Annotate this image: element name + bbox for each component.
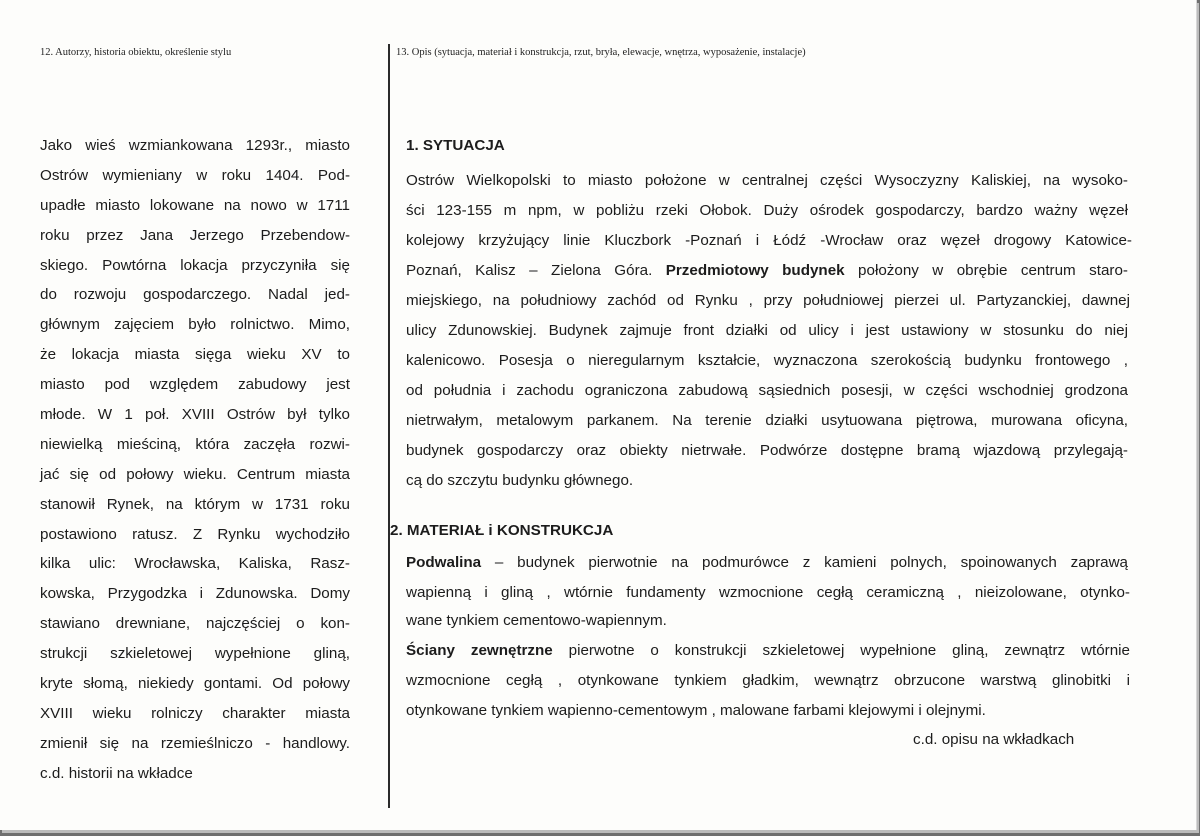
history-line: że lokacja miasta sięga wieku XV to (40, 346, 350, 364)
sciany-line: wzmocnione cegłą , otynkowane tynkiem gładkim, wewnątrz obrzucone warstwą glinobitki i (406, 672, 1130, 689)
history-line: jać się od połowy wieku. Centrum miasta (40, 465, 350, 483)
sytuacja-line: kalenicowo. Posesja o nieregularnym kształcie, wyznaczona szerokością budynku frontowego , (406, 352, 1128, 369)
history-line: głównym zajęciem było rolnictwo. Mimo, (40, 316, 350, 334)
history-line: upadłe miasto lokowane na nowo w 1711 (40, 196, 350, 214)
podwalina-line: wapienną i gliną , wtórnie fundamenty wzmocnione cegłą ceramiczną , nieizolowane, otynko- (406, 584, 1130, 601)
sciany-label: Ściany zewnętrzne (406, 642, 553, 659)
sytuacja-line: ulicy Zdunowskiej. Budynek zajmuje front działki od ulicy i jest ustawiony w stosunku do niej (406, 322, 1128, 339)
history-line: stawiano drewniane, najczęściej o kon- (40, 615, 350, 633)
history-line: kowska, Przygodzka i Zdunowska. Domy (40, 585, 350, 603)
sytuacja-line: nietrwałym, metalowym parkanem. Na terenie działki usytuowana piętrowa, murowana oficyna, (406, 412, 1128, 429)
history-line: Jako wieś wzmiankowana 1293r., miasto (40, 137, 350, 154)
sytuacja-line: cą do szczytu budynku głównego. (406, 472, 634, 489)
podwalina-line: Podwalina – budynek pierwotnie na podmurówce z kamieni polnych, spoinowanych zaprawą (406, 554, 1128, 571)
history-line: młode. W 1 poł. XVIII Ostrów był tylko (40, 406, 350, 424)
history-continued: c.d. historii na wkładce (40, 764, 193, 782)
przedmiotowy-budynek-bold: Przedmiotowy budynek (665, 262, 845, 279)
header-left: 12. Autorzy, historia obiektu, określenie stylu (40, 47, 232, 58)
history-line: kilka ulic: Wrocławska, Kaliska, Rasz- (40, 555, 350, 573)
history-line: roku przez Jana Jerzego Przebendow- (40, 226, 350, 244)
history-line: stanowił Rynek, na którym w 1731 roku (40, 495, 350, 513)
section-material-heading: 2. MATERIAŁ i KONSTRUKCJA (390, 522, 614, 539)
sytuacja-line: budynek gospodarczy oraz obiekty nietrwałe. Podwórze dostępne bramą wjazdową przylegają- (406, 442, 1128, 459)
sciany-line: otynkowane tynkiem wapienno-cementowym , malowane farbami klejowymi i olejnymi. (406, 702, 986, 719)
sytuacja-line: Poznań, Kalisz – Zielona Góra. Przedmiotowy budynek położony w obrębie centrum staro- (406, 262, 1128, 279)
history-text (40, 131, 350, 789)
history-line: zmienił się na rzemieślniczo - handlowy. (40, 734, 350, 752)
history-line: do rozwoju gospodarczego. Nadal jed- (40, 286, 350, 304)
history-line: niewielką mieściną, która zaczęła rozwi- (40, 435, 350, 453)
history-line: postawiono ratusz. Z Rynku wychodziło (40, 525, 350, 543)
sciany-line: Ściany zewnętrzne pierwotne o konstrukcji szkieletowej wypełnione gliną, zewnątrz wtórnie (406, 642, 1130, 659)
section-sytuacja-heading: 1. SYTUACJA (406, 137, 505, 154)
header-right: 13. Opis (sytuacja, materiał i konstrukcja, rzut, bryła, elewacje, wnętrza, wyposażenie, instalacje) (396, 47, 806, 58)
continued-note: c.d. opisu na wkładkach (913, 731, 1075, 748)
history-line: skiego. Powtórna lokacja przyczyniła się (40, 256, 350, 274)
sytuacja-line: ści 123-155 m npm, w pobliżu rzeki Ołobok. Duży ośrodek gospodarczy, bardzo ważny węzeł (406, 202, 1128, 219)
column-divider (388, 44, 390, 808)
history-line: XVIII wieku rolniczy charakter miasta (40, 704, 350, 722)
sytuacja-line: kolejowy krzyżujący linie Kluczbork -Poznań i Łódź -Wrocław oraz węzeł drogowy Katowice- (406, 232, 1132, 249)
history-line: Ostrów wymieniany w roku 1404. Pod- (40, 166, 350, 184)
history-line: miasto pod względem zabudowy jest (40, 376, 350, 394)
podwalina-line: wane tynkiem cementowo-wapiennym. (406, 612, 667, 629)
sytuacja-line: miejskiego, na południowy zachód od Rynku , przy południowej pierzei ul. Partyzanckiej, dawnej (406, 292, 1130, 309)
history-line: kryte słomą, niekiedy gontami. Od połowy (40, 675, 350, 693)
sytuacja-line: Ostrów Wielkopolski to miasto położone w centralnej części Wysoczyzny Kaliskiej, na wysoko- (406, 172, 1128, 189)
sytuacja-line: od południa i zachodu ograniczona zabudową sąsiednich posesji, w części wschodniej grodzona (406, 382, 1128, 399)
podwalina-label: Podwalina (406, 554, 482, 571)
history-line: strukcji szkieletowej wypełnione gliną, (40, 645, 350, 663)
